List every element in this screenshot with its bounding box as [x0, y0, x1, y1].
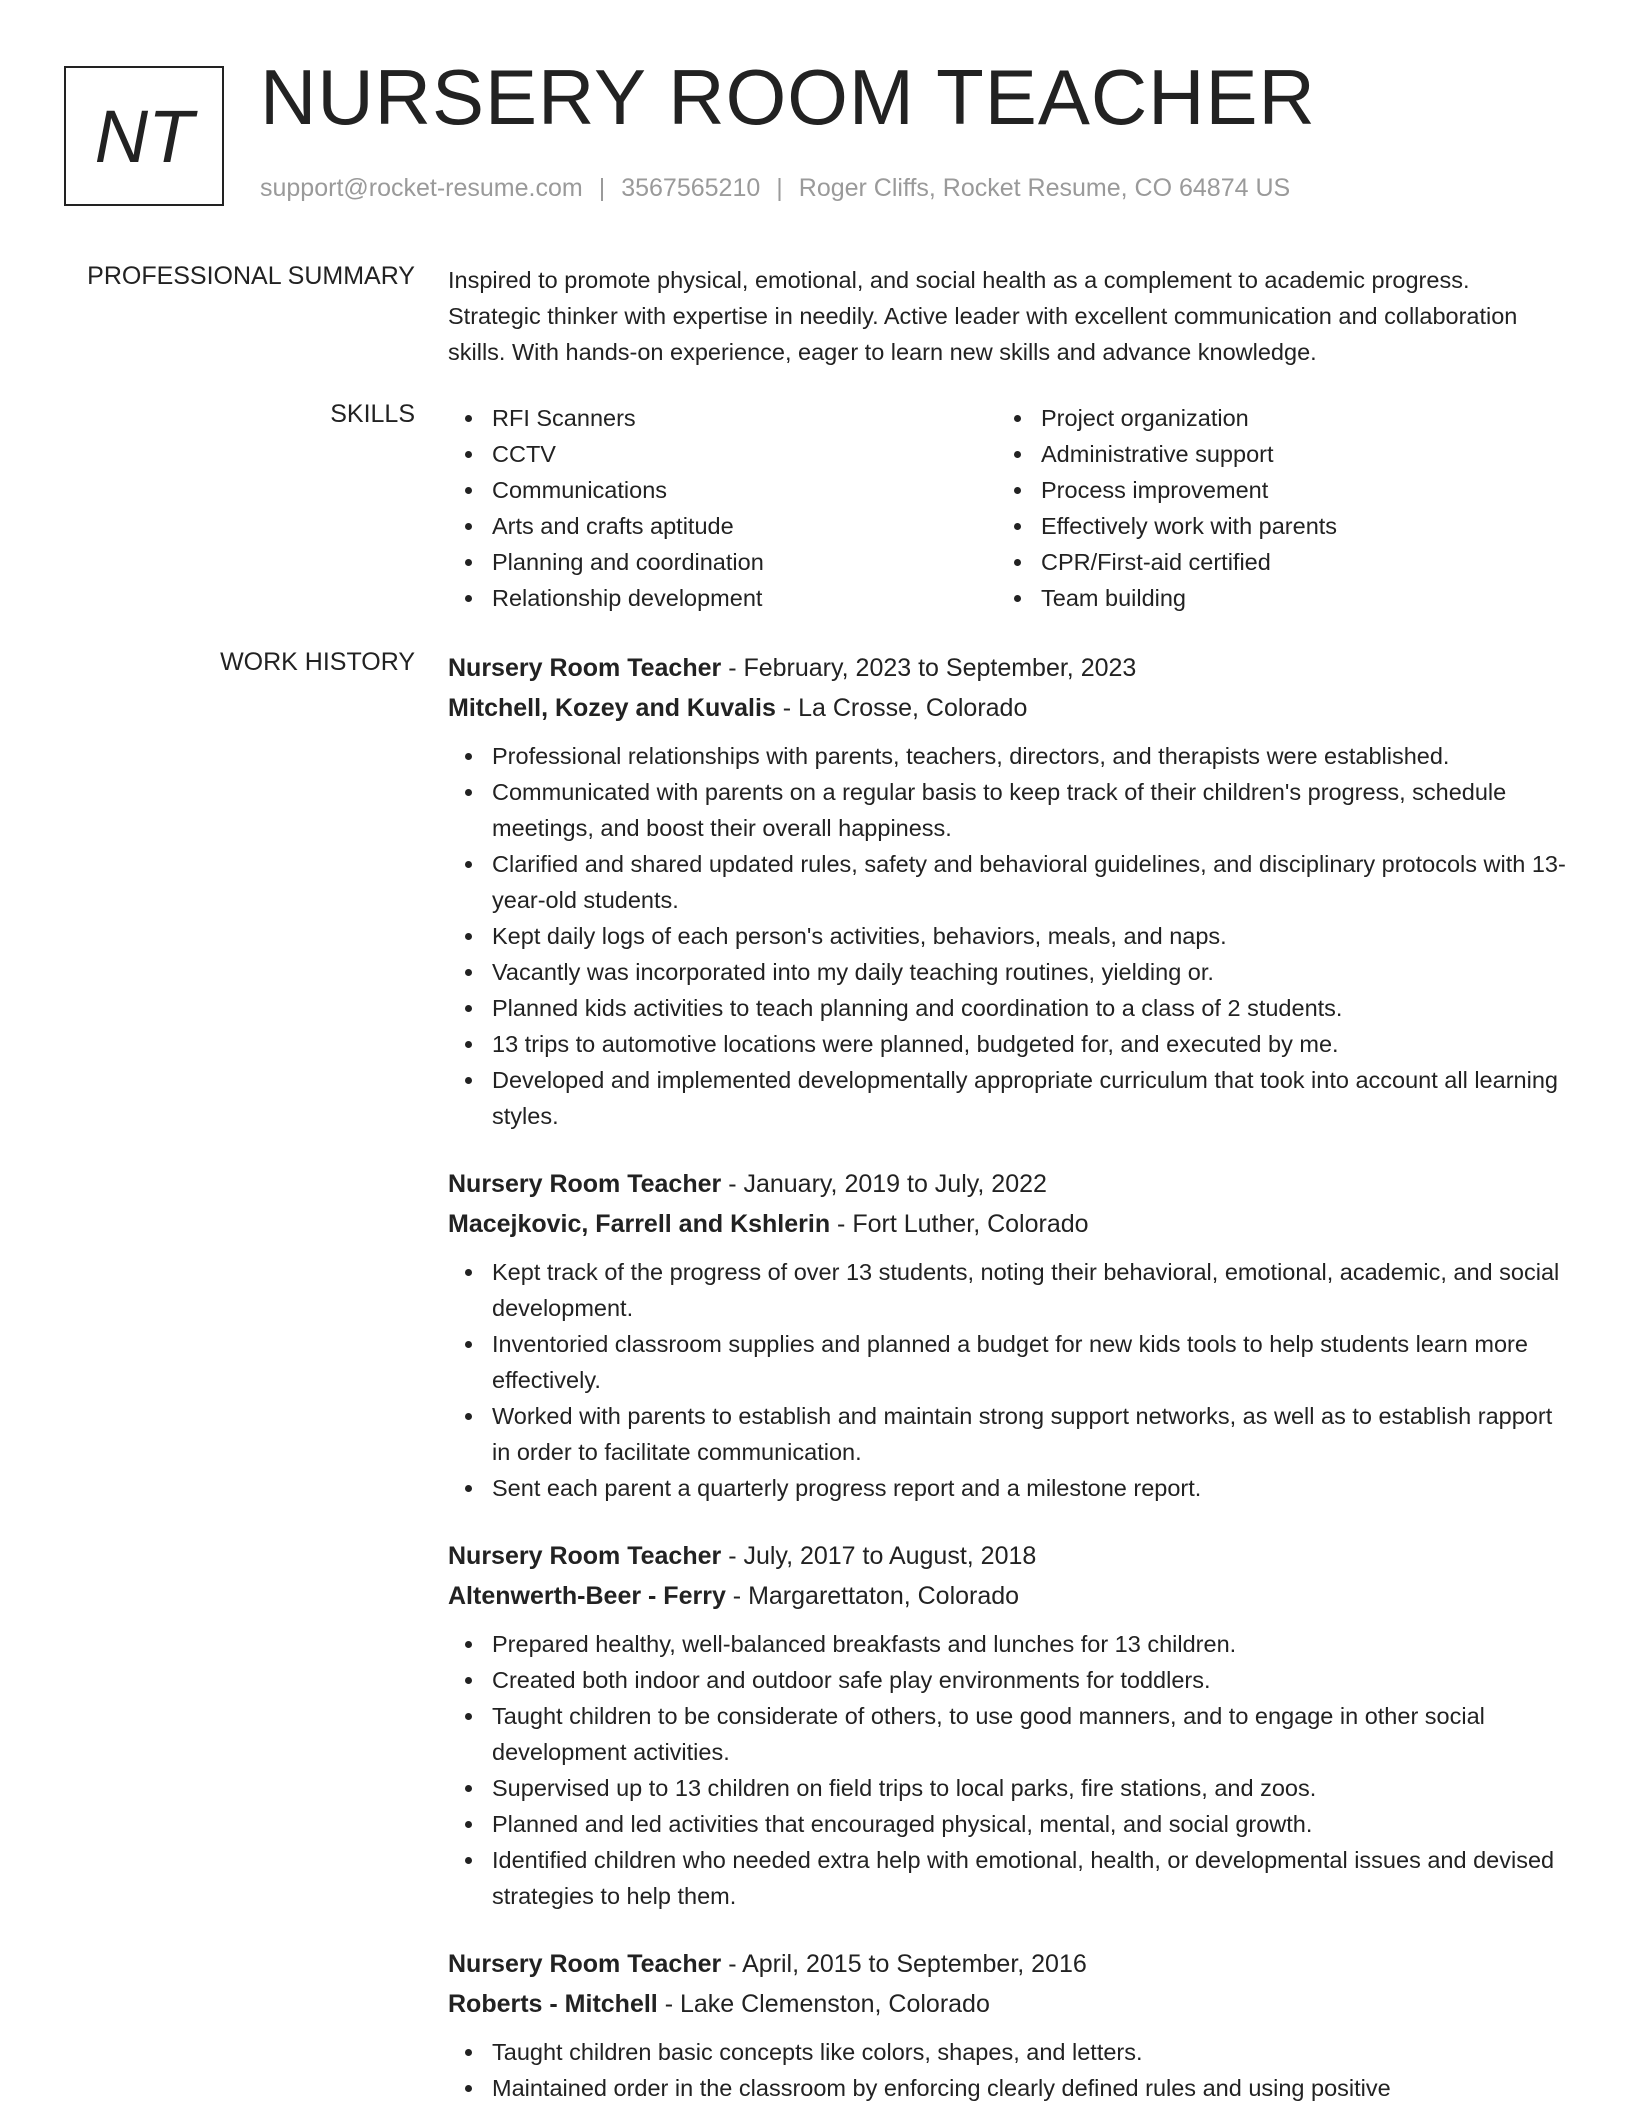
- job-title-line: Nursery Room Teacher - February, 2023 to September, 2023: [448, 654, 1137, 682]
- skill-item: Planning and coordination: [492, 544, 997, 580]
- phone: 3567565210: [621, 174, 761, 202]
- job-dates: July, 2017 to August, 2018: [743, 1542, 1037, 1570]
- separator: |: [776, 174, 783, 202]
- job-bullet: Supervised up to 13 children on field trips to local parks, fire stations, and zoos.: [492, 1770, 1568, 1806]
- job-bullets: [448, 738, 1568, 1134]
- job-company: Altenwerth-Beer - Ferry: [448, 1582, 726, 1610]
- monogram: NT: [64, 66, 224, 206]
- job-company: Macejkovic, Farrell and Kshlerin: [448, 1210, 831, 1238]
- job-bullet: Vacantly was incorporated into my daily teaching routines, yielding or.: [492, 954, 1568, 990]
- job-bullet: Planned kids activities to teach planning and coordination to a class of 2 students.: [492, 990, 1568, 1026]
- job-role: Nursery Room Teacher: [448, 1950, 722, 1978]
- skill-item: Effectively work with parents: [1041, 508, 1337, 544]
- job-dates: April, 2015 to September, 2016: [742, 1950, 1087, 1978]
- section-title-skills: SKILLS: [330, 400, 415, 428]
- job-role: Nursery Room Teacher: [448, 1542, 722, 1570]
- job-bullet: Inventoried classroom supplies and planned a budget for new kids tools to help students learn more effectively.: [492, 1326, 1568, 1398]
- job-bullet: Planned and led activities that encouraged physical, mental, and social growth.: [492, 1806, 1568, 1842]
- job-company-line: Macejkovic, Farrell and Kshlerin - Fort Luther, Colorado: [448, 1210, 1089, 1238]
- job-dates: January, 2019 to July, 2022: [743, 1170, 1047, 1198]
- job-bullets: [448, 1254, 1568, 1506]
- address: Roger Cliffs, Rocket Resume, CO 64874 US: [798, 174, 1291, 202]
- job-bullet: Communicated with parents on a regular basis to keep track of their children's progress, schedule meetings, and boost their overall happiness.: [492, 774, 1568, 846]
- job-title-line: Nursery Room Teacher - July, 2017 to August, 2018: [448, 1542, 1037, 1570]
- contact-line: [260, 174, 1290, 203]
- email: support@rocket-resume.com: [260, 174, 583, 202]
- skill-item: Communications: [492, 472, 997, 508]
- skill-item: Relationship development: [492, 580, 997, 616]
- job-entry: [448, 1944, 1568, 2106]
- skill-item: CPR/First-aid certified: [1041, 544, 1337, 580]
- job-role: Nursery Room Teacher: [448, 654, 722, 682]
- job-bullet: Maintained order in the classroom by enforcing clearly defined rules and using positive: [492, 2070, 1568, 2106]
- page-title: NURSERY ROOM TEACHER: [260, 53, 1316, 141]
- job-bullet: Prepared healthy, well-balanced breakfasts and lunches for 13 children.: [492, 1626, 1568, 1662]
- skill-item: Team building: [1041, 580, 1337, 616]
- job-location: Fort Luther, Colorado: [852, 1210, 1089, 1238]
- job-bullet: Clarified and shared updated rules, safety and behavioral guidelines, and disciplinary protocols with 13-year-old students.: [492, 846, 1568, 918]
- section-title-summary: PROFESSIONAL SUMMARY: [87, 262, 415, 290]
- skill-item: CCTV: [492, 436, 997, 472]
- job-bullet: Developed and implemented developmentally appropriate curriculum that took into account all learning styles.: [492, 1062, 1568, 1134]
- job-bullet: Worked with parents to establish and maintain strong support networks, as well as to establish rapport in order to facilitate communication.: [492, 1398, 1568, 1470]
- job-bullet: Created both indoor and outdoor safe play environments for toddlers.: [492, 1662, 1568, 1698]
- summary-text: Inspired to promote physical, emotional, and social health as a complement to academic progress. Strategic thinker with expertise in needily. Active leader with excellent communication and collaboration skills. With hands-on experience, eager to learn new skills and advance knowledge.: [448, 267, 1518, 365]
- skill-item: Arts and crafts aptitude: [492, 508, 997, 544]
- job-bullet: Identified children who needed extra help with emotional, health, or developmental issues and devised strategies to help them.: [492, 1842, 1568, 1914]
- job-location: Lake Clemenston, Colorado: [679, 1990, 990, 2018]
- skills-list-right: [997, 400, 1337, 616]
- job-bullets: [448, 2034, 1568, 2106]
- section-title-work: WORK HISTORY: [220, 648, 415, 676]
- job-bullet: Professional relationships with parents, teachers, directors, and therapists were established.: [492, 738, 1568, 774]
- skill-item: Project organization: [1041, 400, 1337, 436]
- job-location: Margarettaton, Colorado: [748, 1582, 1020, 1610]
- job-dates: February, 2023 to September, 2023: [743, 654, 1137, 682]
- job-company: Mitchell, Kozey and Kuvalis: [448, 694, 776, 722]
- job-bullet: 13 trips to automotive locations were planned, budgeted for, and executed by me.: [492, 1026, 1568, 1062]
- job-bullets: [448, 1626, 1568, 1914]
- job-bullet: Kept track of the progress of over 13 students, noting their behavioral, emotional, academic, and social development.: [492, 1254, 1568, 1326]
- job-bullet: Taught children to be considerate of others, to use good manners, and to engage in other social development activities.: [492, 1698, 1568, 1770]
- skill-item: Process improvement: [1041, 472, 1337, 508]
- job-location: La Crosse, Colorado: [798, 694, 1028, 722]
- job-title-line: Nursery Room Teacher - January, 2019 to July, 2022: [448, 1170, 1047, 1198]
- job-bullet: Sent each parent a quarterly progress report and a milestone report.: [492, 1470, 1568, 1506]
- separator: |: [598, 174, 606, 202]
- job-company-line: Mitchell, Kozey and Kuvalis - La Crosse, Colorado: [448, 694, 1028, 722]
- skill-item: Administrative support: [1041, 436, 1337, 472]
- job-company: Roberts - Mitchell: [448, 1990, 658, 2018]
- job-company-line: Roberts - Mitchell - Lake Clemenston, Colorado: [448, 1990, 990, 2018]
- job-bullet: Taught children basic concepts like colors, shapes, and letters.: [492, 2034, 1568, 2070]
- skills-list-left: [448, 400, 997, 616]
- job-entry: [448, 1536, 1568, 1914]
- job-company-line: Altenwerth-Beer - Ferry - Margarettaton, Colorado: [448, 1582, 1020, 1610]
- job-entry: [448, 648, 1568, 1134]
- job-entry: [448, 1164, 1568, 1506]
- job-title-line: Nursery Room Teacher - April, 2015 to September, 2016: [448, 1950, 1087, 1978]
- job-bullet: Kept daily logs of each person's activities, behaviors, meals, and naps.: [492, 918, 1568, 954]
- skill-item: RFI Scanners: [492, 400, 997, 436]
- job-role: Nursery Room Teacher: [448, 1170, 722, 1198]
